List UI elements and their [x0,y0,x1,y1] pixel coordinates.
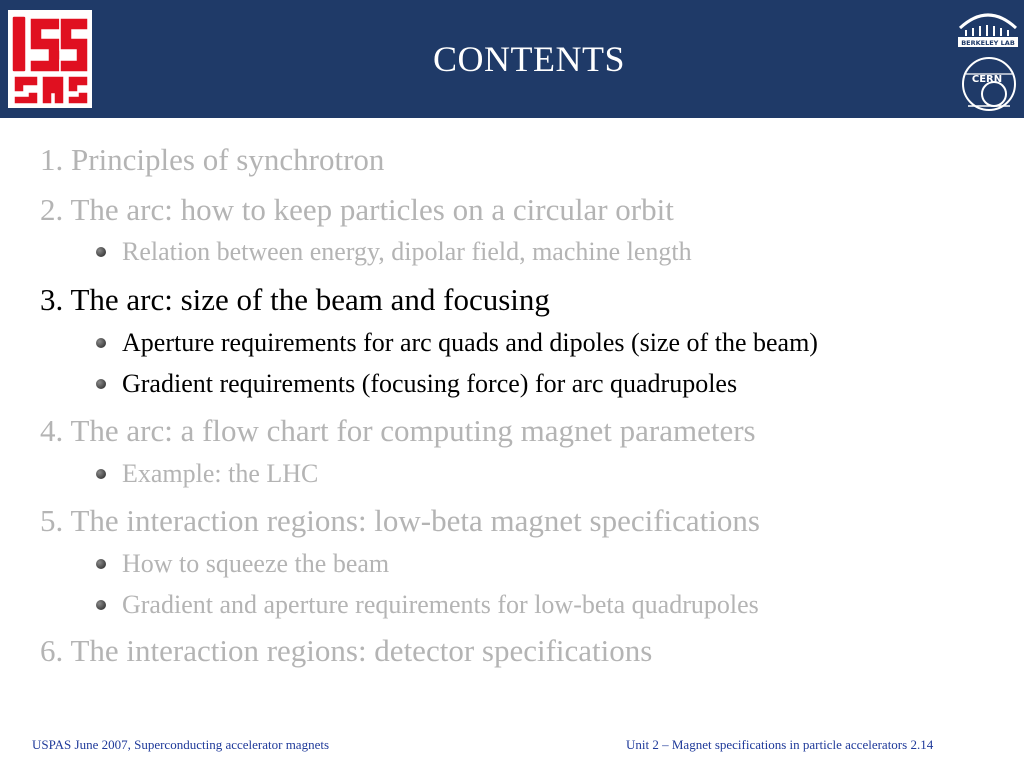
bullet-icon [96,559,106,569]
outline-item-3: 3. The arc: size of the beam and focusing [40,282,550,317]
outline-subitem [96,369,737,399]
outline-subitem-text: How to squeeze the beam [122,549,390,578]
outline-subitem [96,549,389,579]
bullet-icon [96,338,106,348]
footer-right: Unit 2 – Magnet specifications in particle accelerators 2.14 [626,737,934,752]
outline-subitem-text: Gradient requirements (focusing force) for arc quadrupoles [122,369,738,398]
bullet-icon [96,379,106,389]
outline-item-4: 4. The arc: a flow chart for computing magnet parameters [40,413,756,448]
slide-title: CONTENTS [433,39,625,79]
outline-subitem-text: Example: the LHC [122,459,319,488]
bullet-icon [96,600,106,610]
outline-item-1: 1. Principles of synchrotron [40,142,385,177]
outline-item-6: 6. The interaction regions: detector specifications [40,633,653,668]
berkeley-lab-text: BERKELEY LAB [961,39,1015,47]
bullet-icon [96,469,106,479]
cern-text: CERN [971,74,1003,85]
outline-subitem [96,590,759,620]
outline-item-5: 5. The interaction regions: low-beta magnet specifications [40,503,760,538]
outline-subitem-text: Aperture requirements for arc quads and dipoles (size of the beam) [122,328,818,357]
bullet-icon [96,247,106,257]
outline-subitem [96,459,318,489]
outline-subitem [96,328,818,358]
outline-item-2: 2. The arc: how to keep particles on a circular orbit [40,192,674,227]
outline-subitem-text: Gradient and aperture requirements for low-beta quadrupoles [122,590,759,619]
outline-subitem-text: Relation between energy, dipolar field, machine length [122,237,692,266]
footer-left: USPAS June 2007, Superconducting accelerator magnets [32,737,330,752]
outline-subitem [96,237,692,267]
